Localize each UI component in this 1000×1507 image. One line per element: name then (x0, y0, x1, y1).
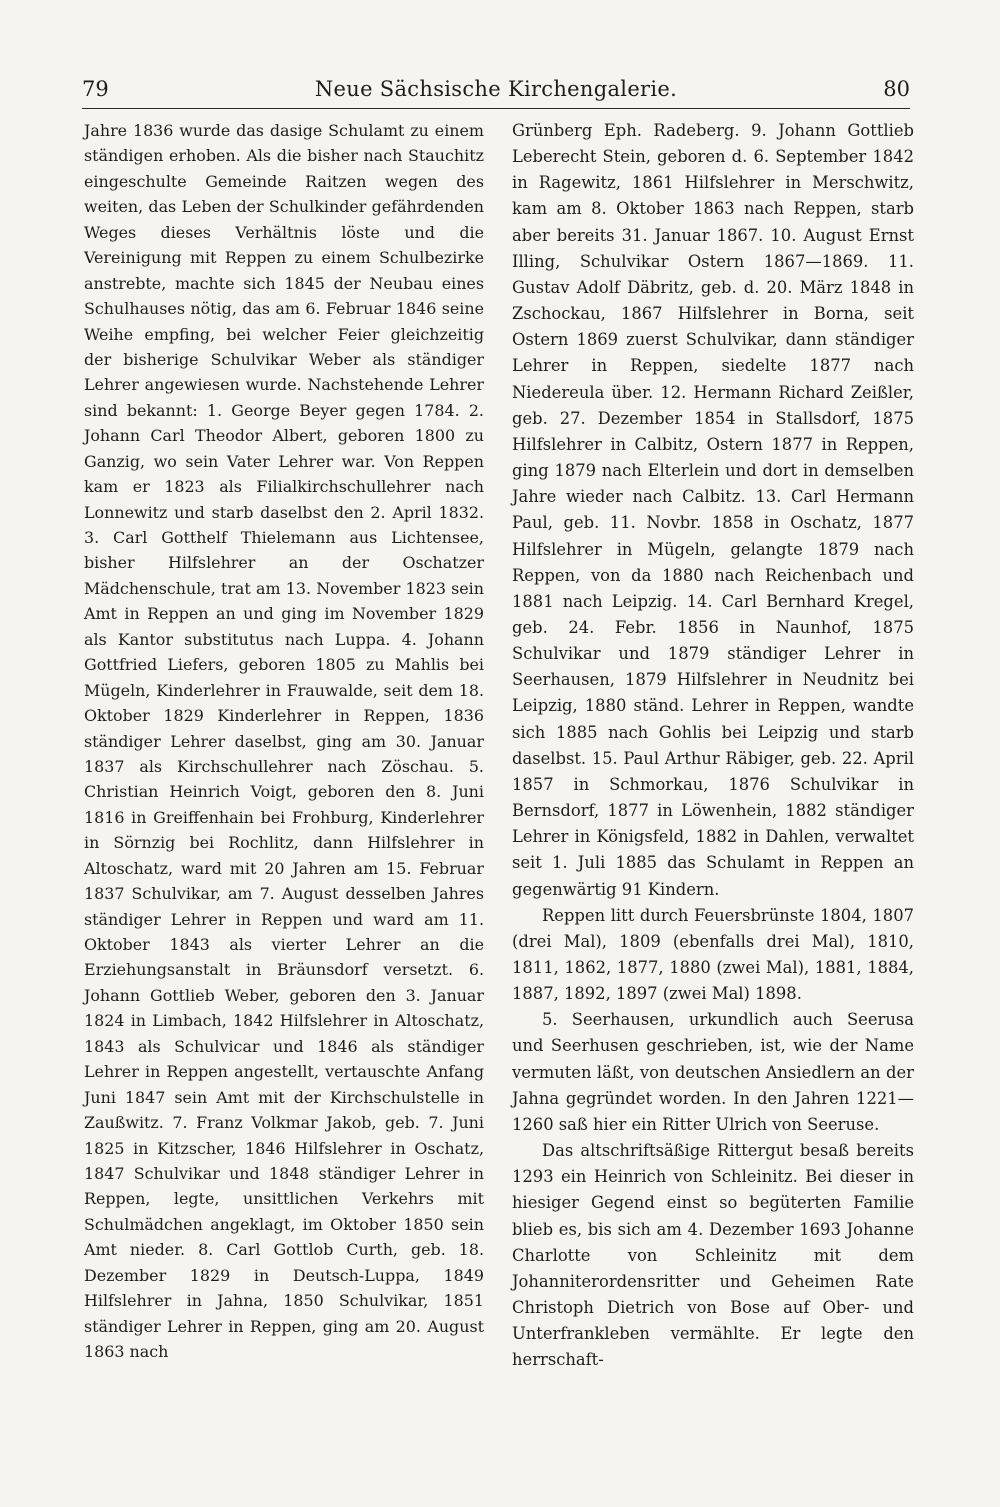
right-column (512, 118, 914, 1374)
left-column (84, 118, 484, 1364)
right-paragraph-1: Grünberg Eph. Radeberg. 9. Johann Gottlieb Leberecht Stein, geboren d. 6. September 1842 in Ragewitz, 1861 Hilfslehrer in Merschwitz, kam am 8. Oktober 1863 nach Reppen, starb aber bereits 31. Januar 1867. 10. August Ernst Illing, Schulvikar Ostern 1867—1869. 11. Gustav Adolf Däbritz, geb. d. 20. März 1848 in Zschockau, 1867 Hilfslehrer in Borna, seit Ostern 1869 zuerst Schulvikar, dann ständiger Lehrer in Reppen, siedelte 1877 nach Niedereula über. 12. Hermann Richard Zeißler, geb. 27. Dezember 1854 in Stallsdorf, 1875 Hilfslehrer in Calbitz, Ostern 1877 in Reppen, ging 1879 nach Elterlein und dort in demselben Jahre wieder nach Calbitz. 13. Carl Hermann Paul, geb. 11. Novbr. 1858 in Oschatz, 1877 Hilfslehrer in Mügeln, gelangte 1879 nach Reppen, von da 1880 nach Reichenbach und 1881 nach Leipzig. 14. Carl Bernhard Kregel, geb. 24. Febr. 1856 in Naunhof, 1875 Schulvikar und 1879 ständiger Lehrer in Seerhausen, 1879 Hilfslehrer in Neudnitz bei Leipzig, 1880 ständ. Lehrer in Reppen, wandte sich 1885 nach Gohlis bei Leipzig und starb daselbst. 15. Paul Arthur Räbiger, geb. 22. April 1857 in Schmorkau, 1876 Schulvikar in Bernsdorf, 1877 in Löwenhein, 1882 ständiger Lehrer in Königsfeld, 1882 in Dahlen, verwaltet seit 1. Juli 1885 das Schulamt in Reppen an gegenwärtig 91 Kindern. (512, 121, 914, 899)
running-header (82, 74, 910, 104)
left-paragraph-1: Jahre 1836 wurde das dasige Schulamt zu einem ständigen erhoben. Als die bisher nach Stauchitz eingeschulte Gemeinde Raitzen wegen des weiten, das Leben der Schulkinder gefährdenden Weges dieses Verhältnis löste und die Vereinigung mit Reppen zu einem Schulbezirke anstrebte, machte sich 1845 der Neubau eines Schulhauses nötig, das am 6. Februar 1846 seine Weihe empfing, bei welcher Feier gleichzeitig der bisherige Schulvikar Weber als ständiger Lehrer angewiesen wurde. Nachstehende Lehrer sind bekannt: 1. George Beyer gegen 1784. 2. Johann Carl Theodor Albert, geboren 1800 zu Ganzig, wo sein Vater Lehrer war. Von Reppen kam er 1823 als Filialkirchschullehrer nach Lonnewitz und starb daselbst den 2. April 1832. 3. Carl Gotthelf Thielemann aus Lichtensee, bisher Hilfslehrer an der Oschatzer Mädchenschule, trat am 13. November 1823 sein Amt in Reppen an und ging im November 1829 als Kantor substitutus nach Luppa. 4. Johann Gottfried Liefers, geboren 1805 zu Mahlis bei Mügeln, Kinderlehrer in Frauwalde, seit dem 18. Oktober 1829 Kinderlehrer in Reppen, 1836 ständiger Lehrer daselbst, ging am 30. Januar 1837 als Kirchschullehrer nach Zöschau. 5. Christian Heinrich Voigt, geboren den 8. Juni 1816 in Greiffenhain bei Frohburg, Kinderlehrer in Sörnzig bei Rochlitz, dann Hilfslehrer in Altoschatz, ward mit 20 Jahren am 15. Februar 1837 Schulvikar, am 7. August desselben Jahres ständiger Lehrer in Reppen und ward am 11. Oktober 1843 als vierter Lehrer an die Erziehungsanstalt in Bräunsdorf versetzt. 6. Johann Gottlieb Weber, geboren den 3. Januar 1824 in Limbach, 1842 Hilfslehrer in Altoschatz, 1843 als Schulvicar und 1846 als ständiger Lehrer in Reppen angestellt, vertauschte Anfang Juni 1847 sein Amt mit der Kirchschulstelle in Zaußwitz. 7. Franz Volkmar Jakob, geb. 7. Juni 1825 in Kitzscher, 1846 Hilfslehrer in Oschatz, 1847 Schulvikar und 1848 ständiger Lehrer in Reppen, legte, unsittlichen Verkehrs mit Schulmädchen angeklagt, im Oktober 1850 sein Amt nieder. 8. Carl Gottlob Curth, geb. 18. Dezember 1829 in Deutsch-Luppa, 1849 Hilfslehrer in Jahna, 1850 Schulvikar, 1851 ständiger Lehrer in Reppen, ging am 20. August 1863 nach (84, 121, 484, 1361)
running-title: Neue Sächsische Kirchengalerie. (314, 77, 678, 101)
right-paragraph-4: Das altschriftsäßige Rittergut besaß bereits 1293 ein Heinrich von Schleinitz. Bei dieser in hiesiger Gegend einst so begüterten Familie blieb es, bis sich am 4. Dezember 1693 Johanne Charlotte von Schleinitz mit dem Johanniterordensritter und Geheimen Rate Christoph Dietrich von Bose auf Ober- und Unterfrankleben vermählte. Er legte den herrschaft- (512, 1141, 914, 1370)
header-rule (82, 108, 910, 109)
right-paragraph-3: 5. Seerhausen, urkundlich auch Seerusa und Seerhusen geschrieben, ist, wie der Name vermuten läßt, von deutschen Ansiedlern an der Jahna gegründet worden. In den Jahren 1221—1260 saß hier ein Ritter Ulrich von Seeruse. (512, 1010, 914, 1134)
page-number-left: 79 (82, 77, 109, 101)
page-number-right: 80 (883, 77, 910, 101)
right-paragraph-2: Reppen litt durch Feuersbrünste 1804, 1807 (drei Mal), 1809 (ebenfalls drei Mal), 1810, 1811, 1862, 1877, 1880 (zwei Mal), 1881, 1884, 1887, 1892, 1897 (zwei Mal) 1898. (512, 905, 914, 1004)
